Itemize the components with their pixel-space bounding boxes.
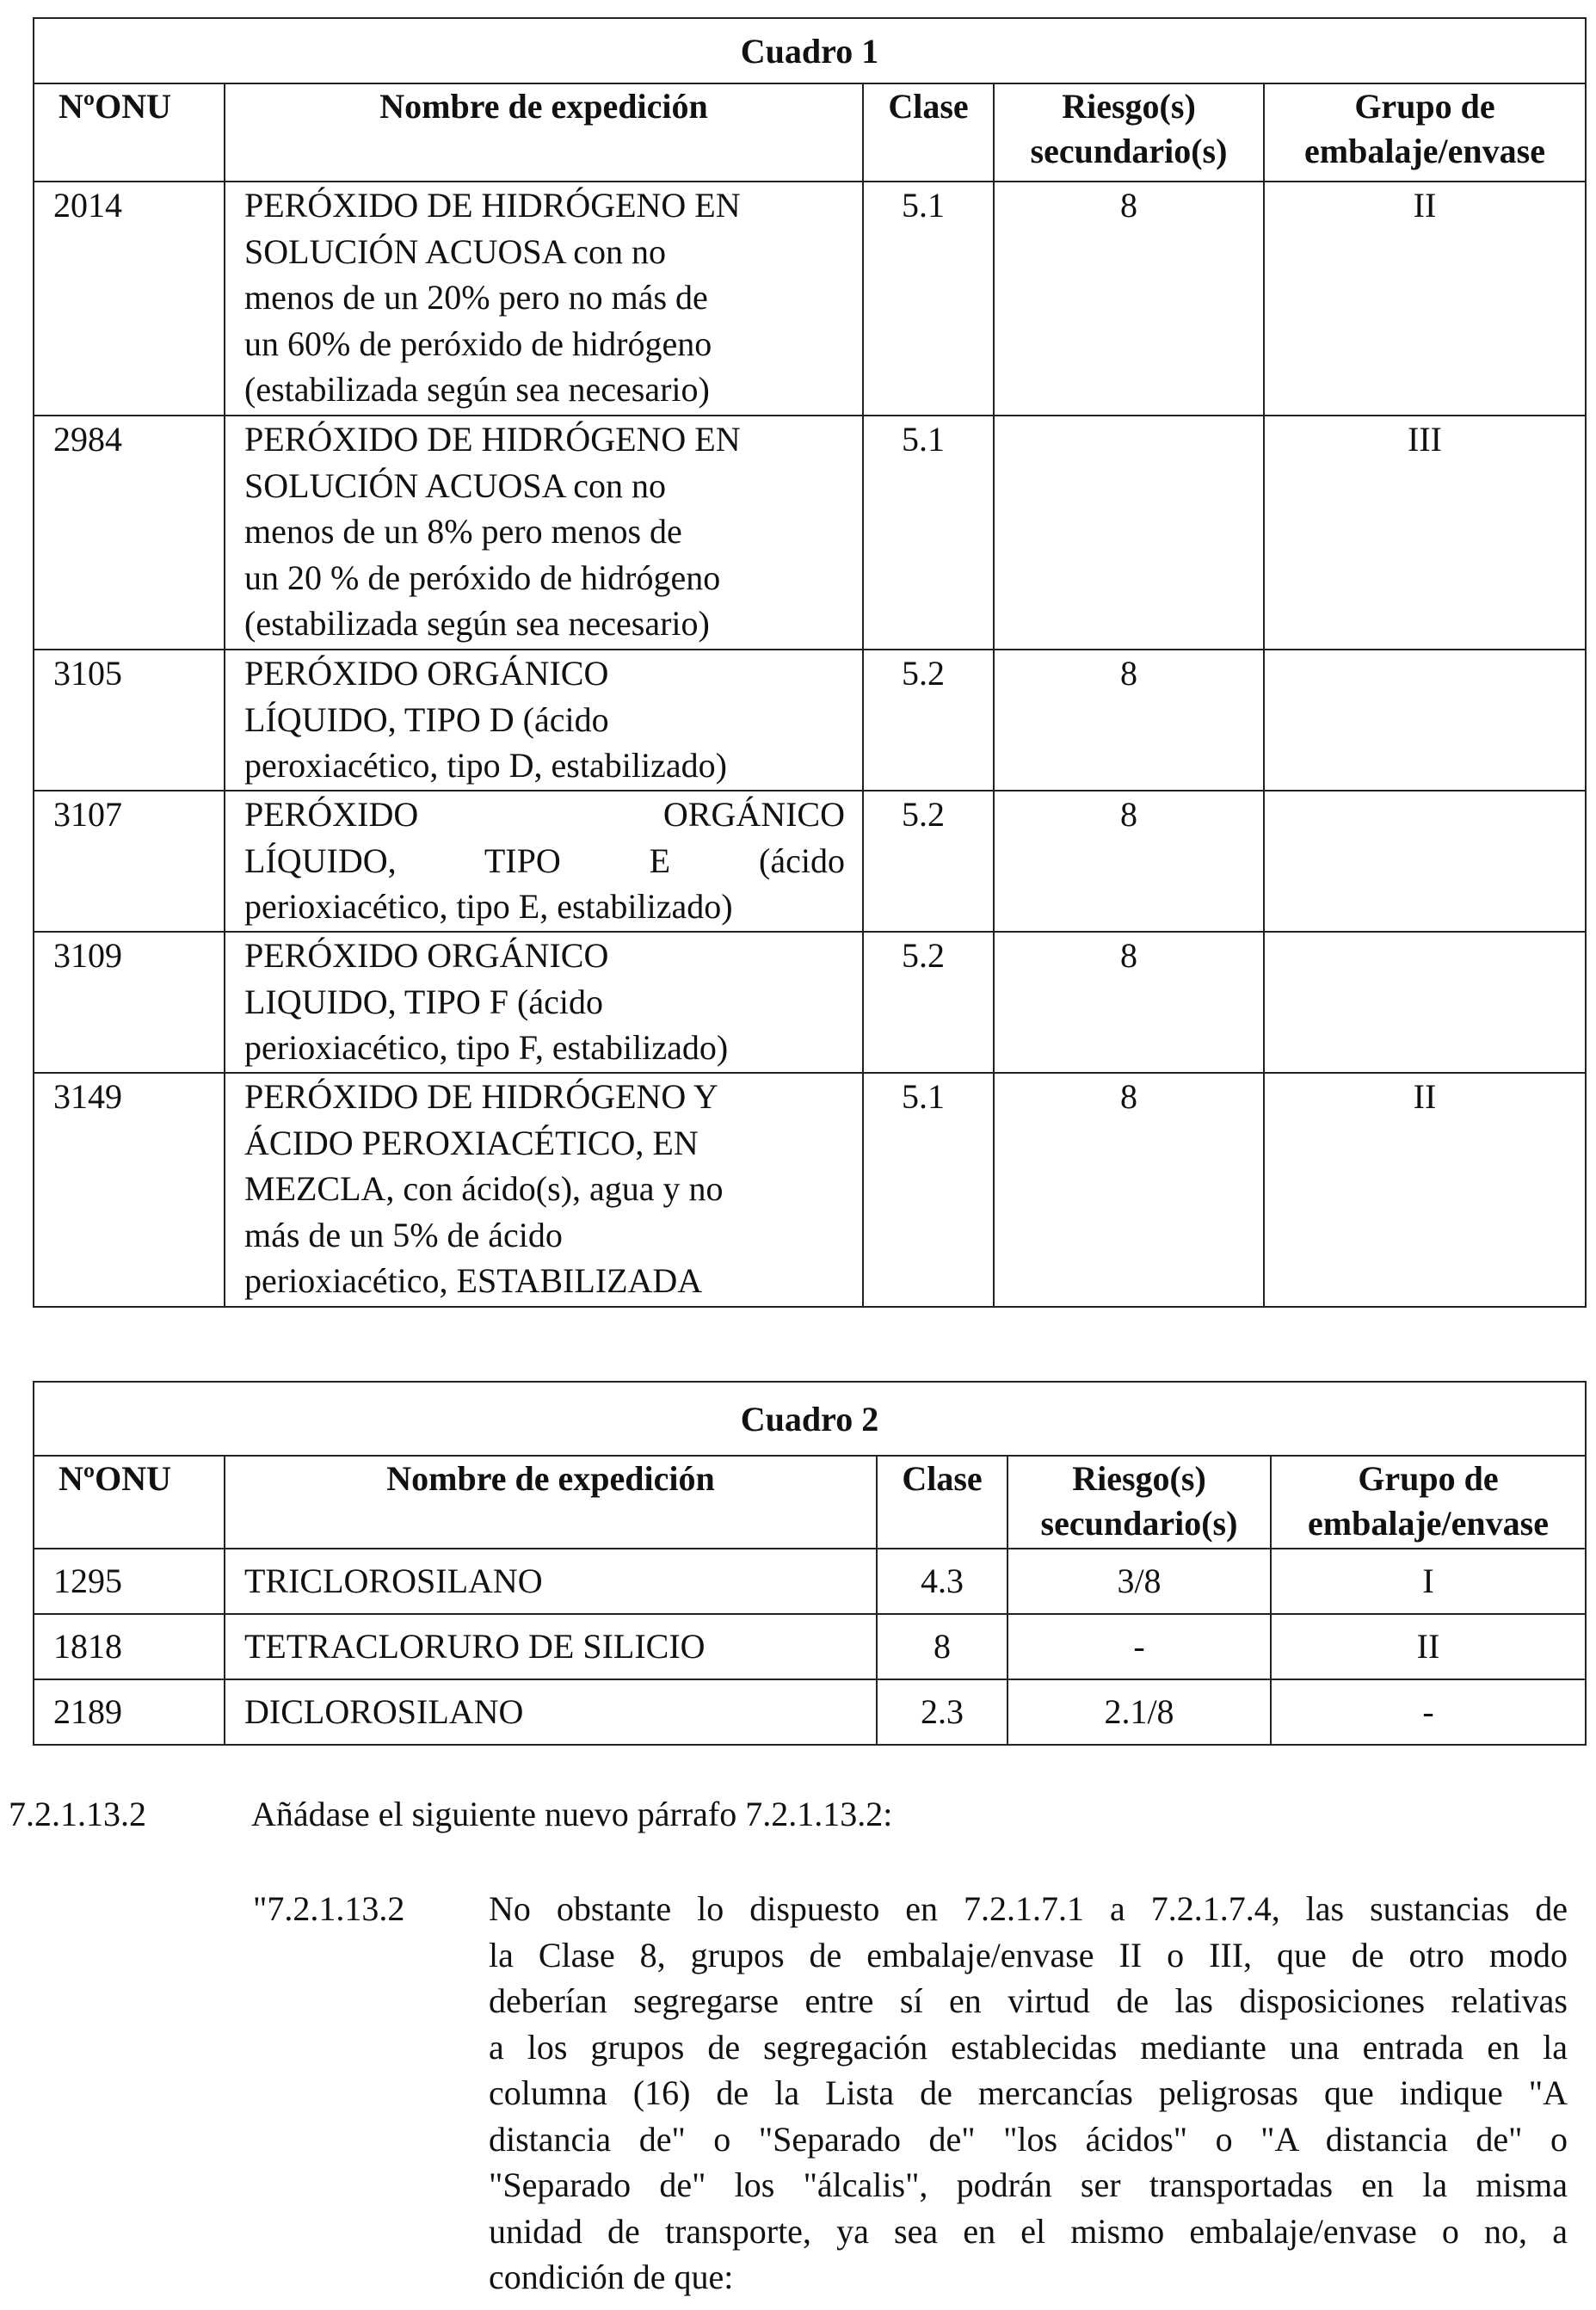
cell-clase: 5.2: [863, 791, 994, 932]
header-nombre: Nombre de expedición: [225, 83, 863, 182]
paragraph-line: condición de que:: [489, 2258, 734, 2296]
cell-clase: 2.3: [877, 1679, 1008, 1745]
cell-riesgo: 8: [994, 932, 1264, 1073]
paragraph-line: "Separado de" los "álcalis", podrán ser transportadas en la misma: [489, 2165, 1568, 2204]
header-riesgo-line1: Riesgo(s): [1072, 1459, 1206, 1498]
nombre-line: PERÓXIDO DE HIDRÓGENO EN: [244, 186, 741, 225]
nombre-line: (estabilizada según sea necesario): [244, 370, 710, 409]
table-row: [34, 1679, 1586, 1745]
nombre-line: menos de un 20% pero no más de: [244, 278, 708, 317]
cell-onu: 2189: [34, 1679, 225, 1745]
header-riesgo-line1: Riesgo(s): [1062, 87, 1196, 126]
header-riesgo-line2: secundario(s): [1030, 132, 1228, 170]
cell-grupo: II: [1264, 182, 1586, 416]
cell-grupo: II: [1264, 1073, 1586, 1307]
cell-onu: 2984: [34, 416, 225, 650]
cuadro-1-table: [33, 17, 1587, 1308]
header-riesgo-line2: secundario(s): [1040, 1504, 1238, 1543]
header-grupo: [1264, 83, 1586, 182]
cell-grupo: III: [1264, 416, 1586, 650]
nombre-line: perioxiacético, tipo F, estabilizado): [244, 1028, 729, 1067]
cell-riesgo: 3/8: [1008, 1549, 1271, 1614]
cell-nombre: [225, 1073, 863, 1307]
cell-grupo: [1264, 932, 1586, 1073]
nombre-line: LÍQUIDO, TIPO E (ácido: [244, 841, 845, 880]
nombre-line: LÍQUIDO, TIPO D (ácido: [244, 699, 609, 739]
table-row: [34, 932, 1586, 1073]
nombre-line: ÁCIDO PEROXIACÉTICO, EN: [244, 1123, 699, 1162]
cell-clase: 5.1: [863, 416, 994, 650]
header-grupo-line1: Grupo de: [1354, 87, 1495, 126]
table-row: [34, 1549, 1586, 1614]
header-onu: NºONU: [34, 83, 225, 182]
table-row: [34, 1614, 1586, 1679]
header-onu: NºONU: [34, 1456, 225, 1549]
cell-riesgo: 8: [994, 1073, 1264, 1307]
header-clase: Clase: [863, 83, 994, 182]
section-number: 7.2.1.13.2: [9, 1795, 146, 1833]
nombre-line: menos de un 8% pero menos de: [244, 512, 682, 551]
cell-clase: 5.2: [863, 932, 994, 1073]
paragraph-line: distancia de" o "Separado de" "los ácidos" o "A distancia de" o: [489, 2119, 1568, 2159]
cell-riesgo: 8: [994, 791, 1264, 932]
nombre-line: perioxiacético, ESTABILIZADA: [244, 1261, 703, 1300]
cell-onu: 3107: [34, 791, 225, 932]
cell-grupo: II: [1271, 1614, 1586, 1679]
cell-riesgo: 2.1/8: [1008, 1679, 1271, 1745]
paragraph-line: columna (16) de la Lista de mercancías peligrosas que indique "A: [489, 2073, 1568, 2112]
nombre-line: perioxiacético, tipo E, estabilizado): [244, 887, 733, 926]
cell-onu: 3105: [34, 650, 225, 791]
nombre-line: más de un 5% de ácido: [244, 1215, 563, 1254]
cell-onu: 3109: [34, 932, 225, 1073]
table-row: [34, 791, 1586, 932]
cell-nombre: TRICLOROSILANO: [225, 1549, 877, 1614]
nombre-line: PERÓXIDO DE HIDRÓGENO EN: [244, 420, 741, 459]
header-clase: Clase: [877, 1456, 1008, 1549]
nombre-line: un 20 % de peróxido de hidrógeno: [244, 557, 721, 597]
table-row: [34, 182, 1586, 416]
cell-grupo: -: [1271, 1679, 1586, 1745]
nombre-line: PERÓXIDO ORGÁNICO: [244, 795, 845, 834]
quoted-paragraph-text: [489, 1886, 1568, 2301]
nombre-line: peroxiacético, tipo D, estabilizado): [244, 746, 727, 785]
cell-onu: 1295: [34, 1549, 225, 1614]
nombre-line: LIQUIDO, TIPO F (ácido: [244, 982, 603, 1021]
table-row: [34, 416, 1586, 650]
cuadro-2-table: [33, 1381, 1587, 1746]
paragraph-line: unidad de transporte, ya sea en el mismo embalaje/envase o no, a: [489, 2211, 1568, 2251]
cell-riesgo: 8: [994, 650, 1264, 791]
nombre-line: un 60% de peróxido de hidrógeno: [244, 323, 712, 363]
nombre-line: PERÓXIDO ORGÁNICO: [244, 936, 609, 975]
header-grupo-line2: embalaje/envase: [1304, 132, 1545, 170]
nombre-line: SOLUCIÓN ACUOSA con no: [244, 231, 667, 271]
cell-onu: 2014: [34, 182, 225, 416]
cell-nombre: [225, 182, 863, 416]
cell-clase: 5.1: [863, 182, 994, 416]
cell-clase: 4.3: [877, 1549, 1008, 1614]
nombre-line: (estabilizada según sea necesario): [244, 604, 710, 643]
nombre-line: PERÓXIDO DE HIDRÓGENO Y: [244, 1077, 718, 1116]
header-riesgo: [1008, 1456, 1271, 1549]
header-grupo: [1271, 1456, 1586, 1549]
table-header-row: [34, 1456, 1586, 1549]
cell-nombre: [225, 791, 863, 932]
paragraph-line: deberían segregarse entre sí en virtud de las disposiciones relativas: [489, 1981, 1568, 2020]
table-row: [34, 650, 1586, 791]
nombre-line: PERÓXIDO ORGÁNICO: [244, 654, 609, 693]
header-grupo-line2: embalaje/envase: [1308, 1504, 1549, 1543]
table-header-row: [34, 83, 1586, 182]
cell-clase: 8: [877, 1614, 1008, 1679]
nombre-line: SOLUCIÓN ACUOSA con no: [244, 465, 667, 505]
header-nombre: Nombre de expedición: [225, 1456, 877, 1549]
nombre-line: MEZCLA, con ácido(s), agua y no: [244, 1169, 724, 1208]
cell-riesgo: 8: [994, 182, 1264, 416]
header-riesgo: [994, 83, 1264, 182]
cell-clase: 5.1: [863, 1073, 994, 1307]
cell-nombre: [225, 416, 863, 650]
paragraph-line: a los grupos de segregación establecidas mediante una entrada en la: [489, 2027, 1568, 2067]
cell-clase: 5.2: [863, 650, 994, 791]
cell-riesgo: -: [1008, 1614, 1271, 1679]
table-title: Cuadro 1: [34, 18, 1586, 83]
cell-nombre: [225, 650, 863, 791]
table-title: Cuadro 2: [34, 1382, 1586, 1456]
cell-nombre: [225, 932, 863, 1073]
quoted-paragraph-number: "7.2.1.13.2: [253, 1889, 405, 1928]
cell-nombre: TETRACLORURO DE SILICIO: [225, 1614, 877, 1679]
cell-grupo: [1264, 791, 1586, 932]
cell-riesgo: [994, 416, 1264, 650]
header-grupo-line1: Grupo de: [1358, 1459, 1499, 1498]
cell-onu: 1818: [34, 1614, 225, 1679]
paragraph-line: la Clase 8, grupos de embalaje/envase II o III, que de otro modo: [489, 1935, 1568, 1974]
table-row: [34, 1073, 1586, 1307]
cell-grupo: [1264, 650, 1586, 791]
paragraph-line: No obstante lo dispuesto en 7.2.1.7.1 a 7.2.1.7.4, las sustancias de: [489, 1889, 1568, 1928]
section-instruction: Añádase el siguiente nuevo párrafo 7.2.1.13.2:: [251, 1795, 893, 1833]
cell-onu: 3149: [34, 1073, 225, 1307]
cell-nombre: DICLOROSILANO: [225, 1679, 877, 1745]
cell-grupo: I: [1271, 1549, 1586, 1614]
